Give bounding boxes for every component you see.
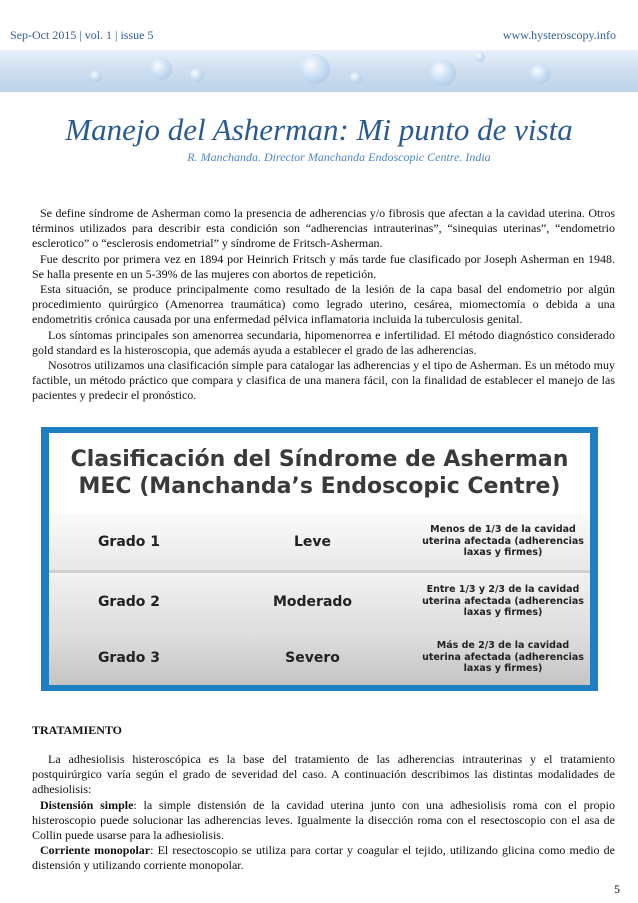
section-heading: TRATAMIENTO bbox=[32, 723, 123, 737]
severity-cell: Moderado bbox=[272, 593, 353, 610]
treatment-term: Distensión simple bbox=[40, 797, 134, 812]
article-author: R. Manchanda. Director Manchanda Endoscopic Centre. India bbox=[187, 150, 491, 164]
paragraph: Se define síndrome de Asherman como la presencia de adherencias y/o fibrosis que afectan a la cavidad uterina. Otros términos utilizados para describir esta condición son “adherencias intrauterinas”, “sinequias uterinas”, “endometrio esclerotico” o “esclerosis endometrial” y síndrome de Fritsch-Asherman. bbox=[32, 206, 615, 251]
table-title-line2: MEC (Manchanda’s Endoscopic Centre) bbox=[78, 474, 561, 499]
classification-table bbox=[41, 427, 598, 691]
description-cell: Entre 1/3 y 2/3 de la cavidad uterina afectada (adherencias laxas y firmes) bbox=[422, 584, 584, 619]
treatment-term: Corriente monopolar bbox=[40, 843, 151, 858]
header-banner bbox=[0, 50, 638, 92]
intro-text bbox=[32, 206, 615, 404]
page-header bbox=[0, 0, 638, 52]
table-row bbox=[49, 573, 590, 630]
website-link[interactable]: www.hysteroscopy.info bbox=[502, 28, 616, 42]
paragraph: Fue descrito por primera vez en 1894 por Heinrich Fritsch y más tarde fue clasificado por Joseph Asherman en 1948. Se halla presente en un 5-39% de las mujeres con abortos de repetición. bbox=[32, 251, 615, 281]
table-title-line1: Clasificación del Síndrome de Asherman bbox=[70, 447, 569, 472]
paragraph: Esta situación, se produce principalmente como resultado de la lesión de la capa basal del endometrio por algún procedimiento quirúrgico (Amenorrea traumática) como legrado uterino, cesárea, miomectomía o debida a una endometritis crónica causada por una enfermedad pélvica inflamatoria incluida la tuberculosis genital. bbox=[32, 282, 615, 327]
paragraph: Nosotros utilizamos una clasificación simple para catalogar las adherencias y el tipo de Asherman. Es un método muy factible, un método práctico que compara y clasifica de una manera fácil, con la finalidad de establecer el manejo de las pacientes y predecir el pronóstico. bbox=[32, 358, 615, 403]
treatment-item bbox=[32, 843, 615, 873]
severity-cell: Severo bbox=[285, 649, 340, 666]
description-cell: Más de 2/3 de la cavidad uterina afectada (adherencias laxas y firmes) bbox=[422, 640, 584, 675]
treatment-text bbox=[32, 752, 615, 874]
article-title: Manejo del Asherman: Mi punto de vista bbox=[65, 112, 573, 147]
table-row bbox=[49, 513, 590, 570]
grade-cell: Grado 2 bbox=[97, 593, 161, 610]
paragraph: Los síntomas principales son amenorrea secundaria, hipomenorrea e infertilidad. El método diagnóstico considerado gold standard es la histeroscopia, que además ayuda a establecer el grado de las adherencias. bbox=[32, 327, 615, 357]
treatment-desc: : El resectoscopio se utiliza para cortar y coagular el tejido, utilizando glicina como medio de distensión y utilizando corriente monopolar. bbox=[32, 843, 615, 873]
grade-cell: Grado 3 bbox=[97, 649, 161, 666]
page-number: 5 bbox=[614, 882, 620, 896]
issue-info: Sep-Oct 2015 | vol. 1 | issue 5 bbox=[10, 28, 154, 42]
treatment-item bbox=[32, 798, 615, 844]
table-row bbox=[49, 630, 590, 685]
table-title bbox=[49, 433, 590, 513]
severity-cell: Leve bbox=[293, 533, 332, 550]
treatment-desc: : la simple distensión de la cavidad uterina junto con una adhesiolisis roma con el propio histeroscopio puede solucionar las adherencias leves. Igualmente la disección roma con el resectoscopio con el asa de Collin puede usarse para la adhesiolisis. bbox=[32, 797, 615, 843]
paragraph: La adhesiolisis histeroscópica es la base del tratamiento de las adherencias intrauterinas y el tratamiento postquirúrgico varía según el grado de severidad del caso. A continuación describimos las distintas modalidades de adhesiolisis: bbox=[32, 752, 615, 797]
description-cell: Menos de 1/3 de la cavidad uterina afectada (adherencias laxas y firmes) bbox=[422, 524, 584, 559]
grade-cell: Grado 1 bbox=[97, 533, 161, 550]
